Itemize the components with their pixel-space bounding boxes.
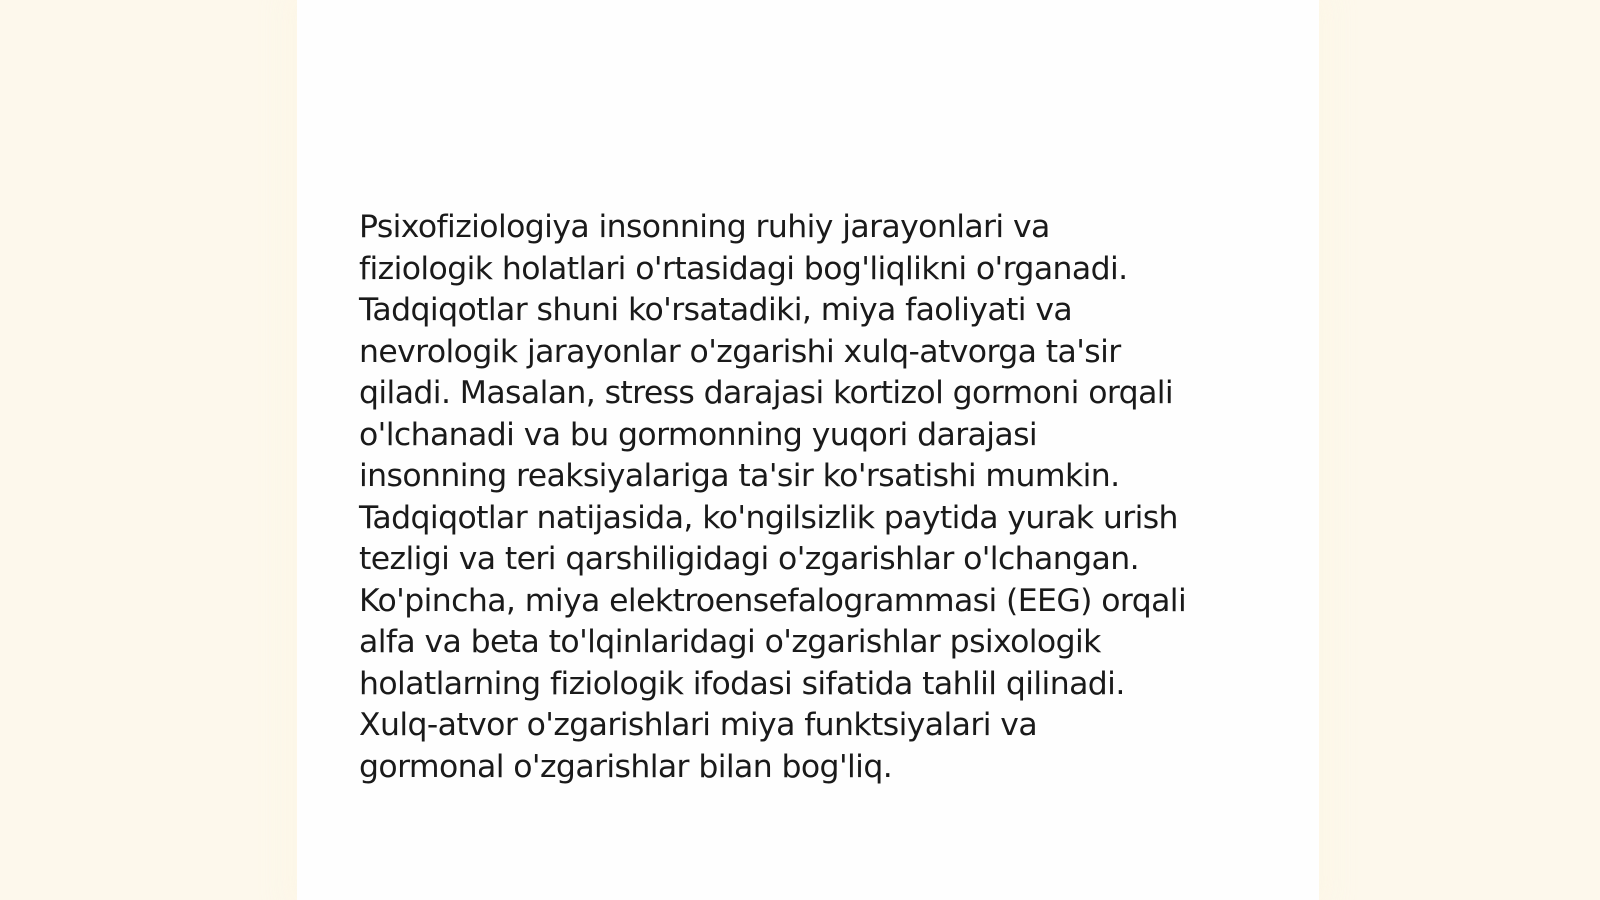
paragraph-line: holatlarning fiziologik ifodasi sifatida tahlil qilinadi. <box>359 665 1125 702</box>
paragraph-line: Ko'pincha, miya elektroensefalogrammasi (EEG) orqali <box>359 582 1187 619</box>
paragraph-line: gormonal o'zgarishlar bilan bog'liq. <box>359 748 893 785</box>
paragraph-line: Xulq-atvor o'zgarishlari miya funktsiyalari va <box>359 707 1038 743</box>
paragraph-line: alfa va beta to'lqinlaridagi o'zgarishlar psixologik <box>359 624 1101 660</box>
paragraph-line: qiladi. Masalan, stress darajasi kortizol gormoni orqali <box>359 375 1174 411</box>
paragraph-line: insonning reaksiyalariga ta'sir ko'rsatishi mumkin. <box>359 458 1120 494</box>
paragraph-line: nevrologik jarayonlar o'zgarishi xulq-atvorga ta'sir <box>359 333 1121 370</box>
paragraph-line: Tadqiqotlar shuni ko'rsatadiki, miya faoliyati va <box>359 292 1073 328</box>
body-paragraph <box>359 207 1259 788</box>
paragraph-line: Psixofiziologiya insonning ruhiy jarayonlari va <box>359 209 1050 245</box>
paragraph-line: o'lchanadi va bu gormonning yuqori darajasi <box>359 416 1038 453</box>
paragraph-line: tezligi va teri qarshiligidagi o'zgarishlar o'lchangan. <box>359 541 1139 577</box>
paragraph-line: fiziologik holatlari o'rtasidagi bog'liqlikni o'rganadi. <box>359 250 1128 287</box>
document-page <box>297 0 1319 900</box>
paragraph-line: Tadqiqotlar natijasida, ko'ngilsizlik paytida yurak urish <box>359 499 1178 536</box>
